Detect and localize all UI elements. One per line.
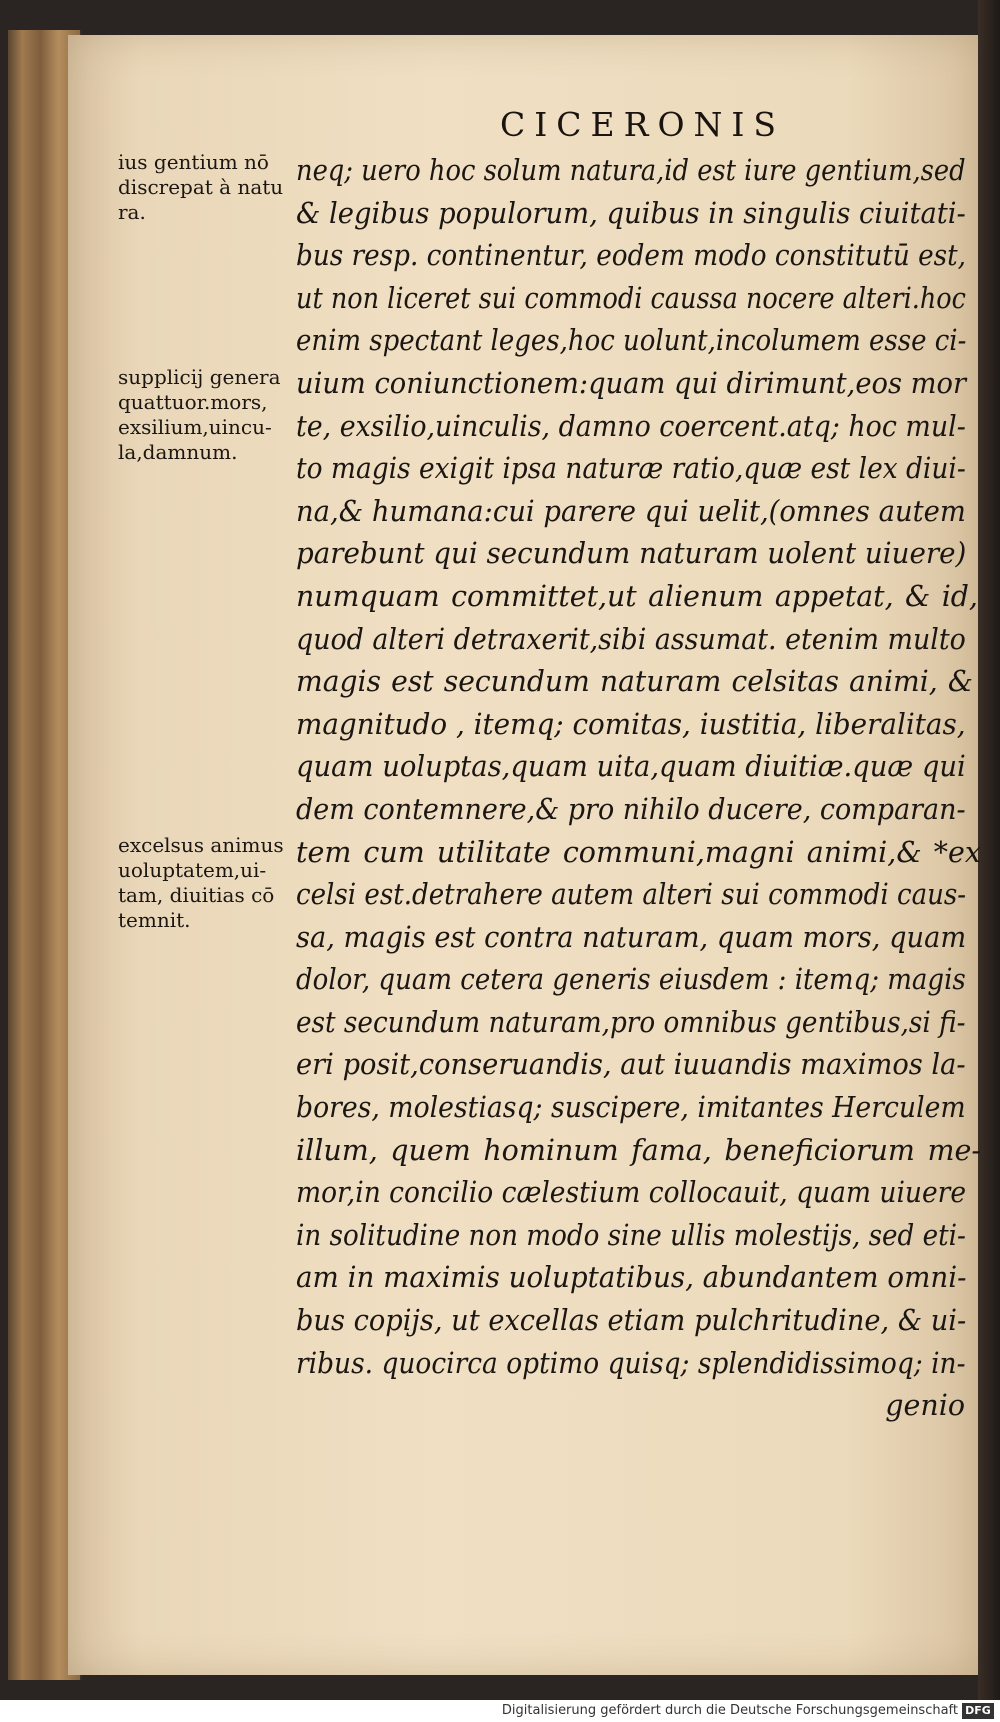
marginal-note-line: la,damnum. — [118, 440, 238, 464]
text-line: neq; uero hoc solum natura,id est iure gentium,sed — [296, 154, 966, 187]
text-line: to magis exigit ipsa naturæ ratio,quæ est lex diui- — [296, 452, 966, 486]
running-head: CICERONIS — [500, 105, 786, 144]
text-line: bores, molestiasq; suscipere, imitantes Herculem — [296, 1091, 966, 1125]
catchword: genio — [885, 1389, 965, 1423]
digitization-footer — [0, 1700, 1000, 1722]
text-line: & legibus populorum, quibus in singulis ciuitati- — [296, 196, 966, 230]
marginal-note-line: ius gentium nō — [118, 150, 269, 174]
marginal-note-line: supplicij genera — [118, 365, 281, 389]
text-line: tem cum utilitate communi,magni animi,& *ex — [296, 835, 981, 869]
text-line: uium coniunctionem:quam qui dirimunt,eos mor — [296, 366, 967, 400]
marginal-note-line: uoluptatem,ui- — [118, 858, 267, 882]
marginal-note-line: ra. — [118, 200, 146, 224]
text-line: ut non liceret sui commodi caussa nocere alteri.hoc — [296, 281, 966, 315]
text-line: quam uoluptas,quam uita,quam diuitiæ.quæ qui — [296, 750, 966, 784]
marginal-note — [118, 833, 303, 933]
text-line: bus copijs, ut excellas etiam pulchritudine, & ui- — [296, 1304, 967, 1338]
dfg-logo: DFG — [962, 1703, 994, 1719]
marginal-note-line: excelsus animus — [118, 833, 284, 857]
text-line: magnitudo , itemq; comitas, iustitia, liberalitas, — [296, 707, 966, 741]
text-line: parebunt qui secundum naturam uolent uiuere) — [296, 537, 967, 571]
text-line: est secundum naturam,pro omnibus gentibus,si fi- — [296, 1005, 966, 1039]
text-line: dem contemnere,& pro nihilo ducere, comparan- — [296, 792, 966, 826]
marginal-note-line: discrepat à natu — [118, 175, 284, 199]
text-line: enim spectant leges,hoc uolunt,incolumem esse ci- — [296, 324, 967, 358]
text-line: magis est secundum naturam celsitas animi, & — [296, 665, 973, 699]
marginal-note-line: tam, diuitias cō — [118, 883, 275, 907]
text-line: quod alteri detraxerit,sibi assumat. etenim multo — [296, 622, 966, 656]
text-line: te, exsilio,uinculis, damno coercent.atq; hoc mul- — [296, 409, 966, 443]
text-line: bus resp. continentur, eodem modo constitutū est, — [296, 239, 967, 273]
funding-notice: Digitalisierung gefördert durch die Deutsche Forschungsgemeinschaft — [501, 1703, 958, 1718]
gutter-shadow — [978, 0, 1000, 1700]
marginal-note-line: quattuor.mors, — [118, 390, 268, 414]
text-line: dolor, quam cetera generis eiusdem : itemq; magis — [296, 963, 966, 997]
text-line: numquam committet,ut alienum appetat, & id, — [296, 579, 978, 613]
text-line: na,& humana:cui parere qui uelit,(omnes autem — [296, 494, 966, 528]
text-line: eri posit,conseruandis, aut iuuandis maximos la- — [296, 1048, 966, 1082]
text-line: celsi est.detrahere autem alteri sui commodi caus- — [296, 878, 967, 912]
marginal-note-line: exsilium,uincu- — [118, 415, 272, 439]
text-line: ribus. quocirca optimo quisq; splendidissimoq; in- — [296, 1346, 966, 1380]
text-line: mor,in concilio cælestium collocauit, quam uiuere — [296, 1176, 966, 1210]
marginal-note — [118, 150, 303, 225]
text-line: in solitudine non modo sine ullis molestijs, sed eti- — [296, 1218, 966, 1252]
text-line: sa, magis est contra naturam, quam mors, quam — [296, 920, 967, 954]
text-line: am in maximis uoluptatibus, abundantem omni- — [296, 1261, 967, 1295]
marginal-note-line: temnit. — [118, 908, 191, 932]
text-line: illum, quem hominum fama, beneficiorum me- — [296, 1133, 981, 1167]
marginal-note — [118, 365, 303, 465]
body-text — [296, 150, 981, 1428]
